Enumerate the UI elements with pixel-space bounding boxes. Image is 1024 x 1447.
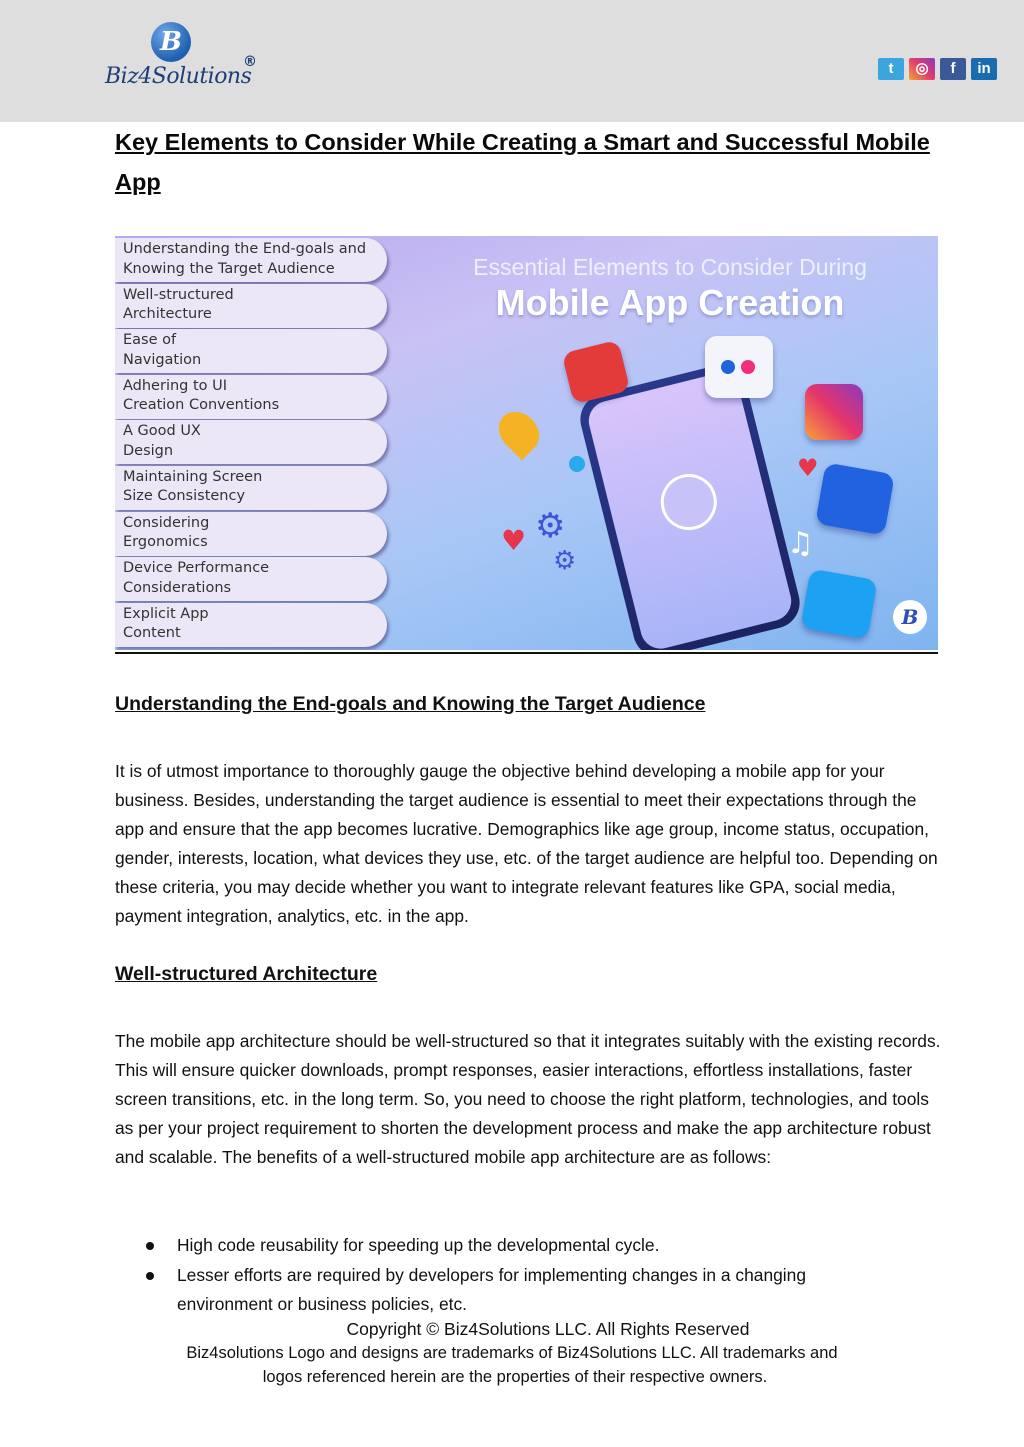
facebook-icon[interactable]: f xyxy=(940,58,966,80)
hero-subheading: Essential Elements to Consider During xyxy=(473,254,867,280)
section-heading: Well-structured Architecture xyxy=(115,963,378,985)
brand-mark-icon: B xyxy=(893,600,927,634)
heart-icon: ♥ xyxy=(797,454,819,482)
biz4solutions-logo[interactable] xyxy=(105,22,265,94)
music-note-icon: ♫ xyxy=(787,526,814,561)
heart-icon: ♥ xyxy=(501,524,527,557)
bubble-decoration xyxy=(569,456,585,472)
list-item: Device Performance Considerations xyxy=(115,557,387,601)
instagram-app-icon xyxy=(805,384,863,440)
list-item: A Good UX Design xyxy=(115,420,387,464)
phone-illustration xyxy=(575,359,805,650)
hero-heading: Mobile App Creation xyxy=(495,282,845,323)
list-item: Maintaining Screen Size Consistency xyxy=(115,466,387,510)
list-item: Considering Ergonomics xyxy=(115,512,387,556)
list-item: Ease of Navigation xyxy=(115,329,387,373)
list-item: Lesser efforts are required by developers for implementing changes in a changing environment or business policies, etc. xyxy=(140,1261,900,1319)
list-item: Well-structured Architecture xyxy=(115,284,387,328)
list-item: Understanding the End-goals and Knowing the Target Audience xyxy=(115,238,387,282)
copyright-text: Copyright © Biz4Solutions LLC. All Rights Reserved xyxy=(346,1319,750,1339)
elements-list xyxy=(115,238,387,648)
list-item: High code reusability for speeding up the developmental cycle. xyxy=(140,1231,900,1260)
location-pin-icon xyxy=(491,404,548,461)
hero-image xyxy=(115,236,938,650)
twitter-icon[interactable]: t xyxy=(878,58,904,80)
logo-mark-icon: B xyxy=(151,22,191,62)
page-header xyxy=(0,0,1024,122)
logo-text: Biz4Solutions xyxy=(105,64,252,89)
user-avatar-icon xyxy=(655,468,723,536)
page-footer xyxy=(0,1318,1024,1389)
divider xyxy=(115,652,938,654)
section-paragraph: It is of utmost importance to thoroughly gauge the objective behind developing a mobile app for your business. Besides, understanding the target audience is essential to meet their expectations through the app and ensure that the app becomes lucrative. Demographics like age group, income status, occupation, gender, interests, location, what devices they use, etc. of the target audience are helpful too. Depending on these criteria, you may decide whether you want to integrate relevant features like GPA, social media, payment integration, analytics, etc. in the app. xyxy=(115,761,938,926)
section-heading: Understanding the End-goals and Knowing the Target Audience xyxy=(115,693,706,715)
section-paragraph: The mobile app architecture should be well-structured so that it integrates suitably with the existing records. This will ensure quicker downloads, prompt responses, easier interactions, effortless installations, faster screen transitions, etc. in the long term. So, you need to choose the right platform, technologies, and tools as per your project requirement to shorten the development process and make the app architecture robust and scalable. The benefits of a well-structured mobile app architecture are as follows: xyxy=(115,1031,941,1167)
social-links xyxy=(878,58,997,80)
registered-mark: ® xyxy=(243,54,257,70)
gear-icon: ⚙ xyxy=(553,546,577,576)
instagram-icon[interactable]: ◎ xyxy=(909,58,935,80)
behance-icon xyxy=(815,462,895,535)
phone-screen xyxy=(585,369,796,650)
benefits-list xyxy=(140,1231,900,1320)
list-item: Adhering to UI Creation Conventions xyxy=(115,375,387,419)
trademark-text: logos referenced herein are the properties of their respective owners. xyxy=(262,1368,768,1386)
list-item: Explicit App Content xyxy=(115,603,387,647)
page-title: Key Elements to Consider While Creating a Smart and Successful Mobile App xyxy=(115,129,930,195)
trademark-text: Biz4solutions Logo and designs are trademarks of Biz4Solutions LLC. All trademarks and xyxy=(186,1344,838,1362)
flickr-icon xyxy=(705,336,773,398)
gear-icon: ⚙ xyxy=(535,506,566,546)
linkedin-icon[interactable]: in xyxy=(971,58,997,80)
chat-icon xyxy=(800,569,877,640)
